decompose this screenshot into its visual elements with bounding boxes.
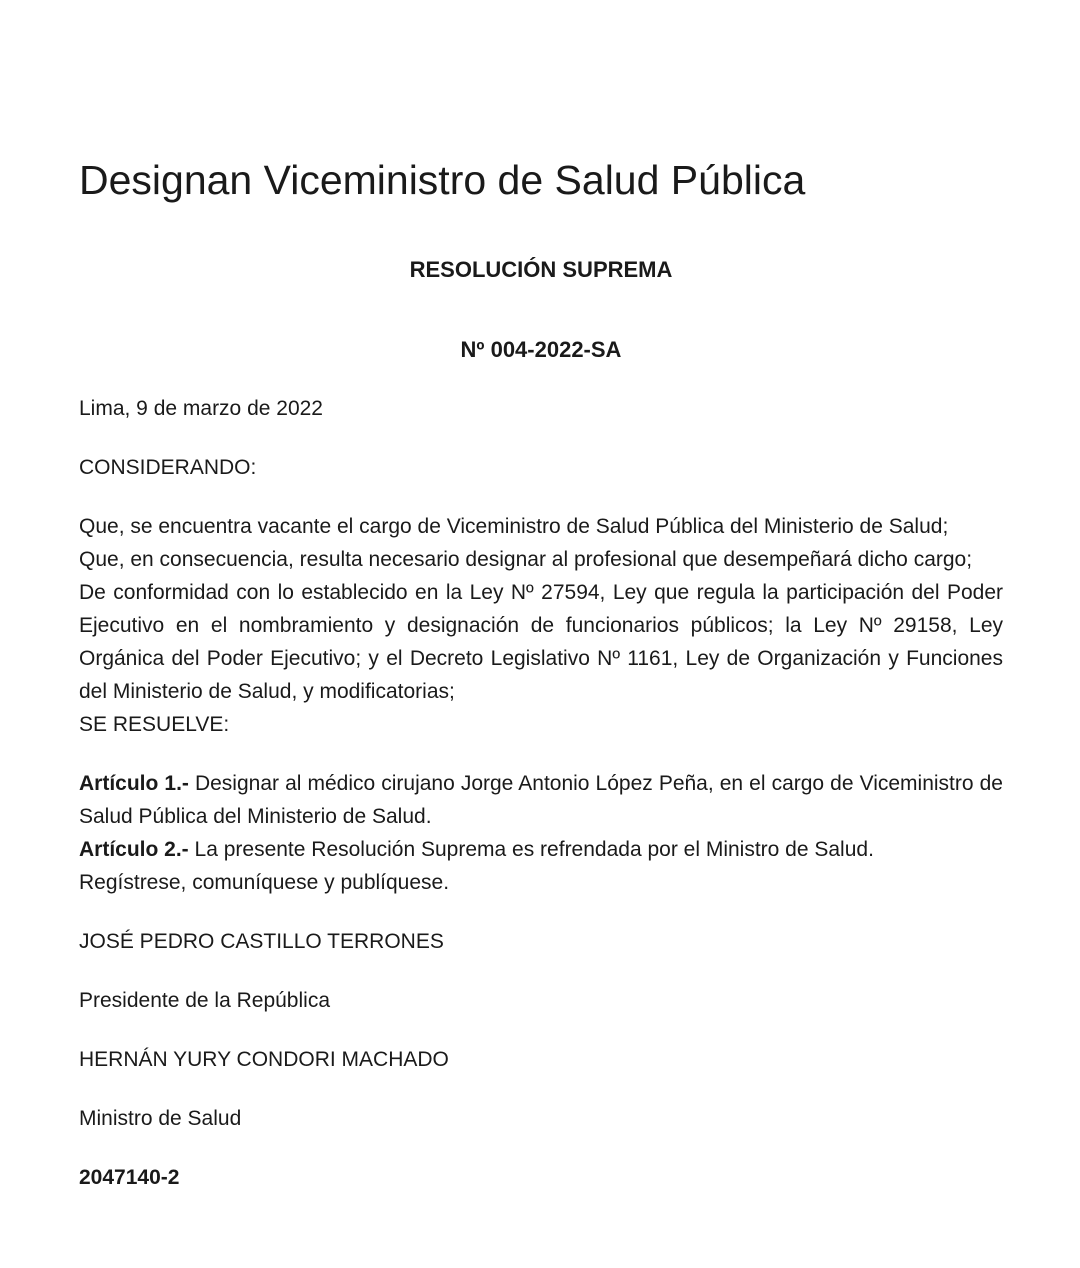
- se-resuelve-label: SE RESUELVE:: [79, 713, 230, 736]
- article-1: [79, 767, 1003, 833]
- resolution-type-heading: RESOLUCIÓN SUPREMA: [409, 257, 673, 282]
- article-2-label: Artículo 2.-: [79, 838, 189, 861]
- considerando-label: CONSIDERANDO:: [79, 456, 257, 479]
- document-body: [79, 392, 1003, 1194]
- article-2: [79, 833, 1003, 866]
- article-1-label: Artículo 1.-: [79, 772, 189, 795]
- article-2-text: La presente Resolución Suprema es refrendada por el Ministro de Salud.: [188, 838, 874, 861]
- article-1-text: Designar al médico cirujano Jorge Antonio López Peña, en el cargo de Viceministro de Salud Pública del Ministerio de Salud.: [79, 772, 1003, 828]
- closing-formula: Regístrese, comuníquese y publíquese.: [79, 871, 450, 894]
- document-title: Designan Viceministro de Salud Pública: [79, 157, 806, 203]
- signatory-1-title: Presidente de la República: [79, 989, 330, 1012]
- signatory-1-name: JOSÉ PEDRO CASTILLO TERRONES: [79, 930, 444, 953]
- signatory-2-title: Ministro de Salud: [79, 1107, 242, 1130]
- paragraph-consequence: Que, en consecuencia, resulta necesario designar al profesional que desempeñará dicho cargo;: [79, 548, 973, 571]
- signatory-2-name: HERNÁN YURY CONDORI MACHADO: [79, 1048, 449, 1071]
- paragraph-vacancy: Que, se encuentra vacante el cargo de Viceministro de Salud Pública del Ministerio de Salud;: [79, 515, 949, 538]
- date-line: Lima, 9 de marzo de 2022: [79, 397, 323, 420]
- reference-code: 2047140-2: [79, 1166, 180, 1189]
- paragraph-legal-basis: De conformidad con lo establecido en la Ley Nº 27594, Ley que regula la participación del Poder Ejecutivo en el nombramiento y designación de funcionarios públicos; la Ley Nº 29158, Ley Orgánica del Poder Ejecutivo; y el Decreto Legislativo Nº 1161, Ley de Organización y Funciones del Ministerio de Salud, y modificatorias;: [79, 581, 1003, 703]
- resolution-number-heading: Nº 004-2022-SA: [460, 337, 622, 362]
